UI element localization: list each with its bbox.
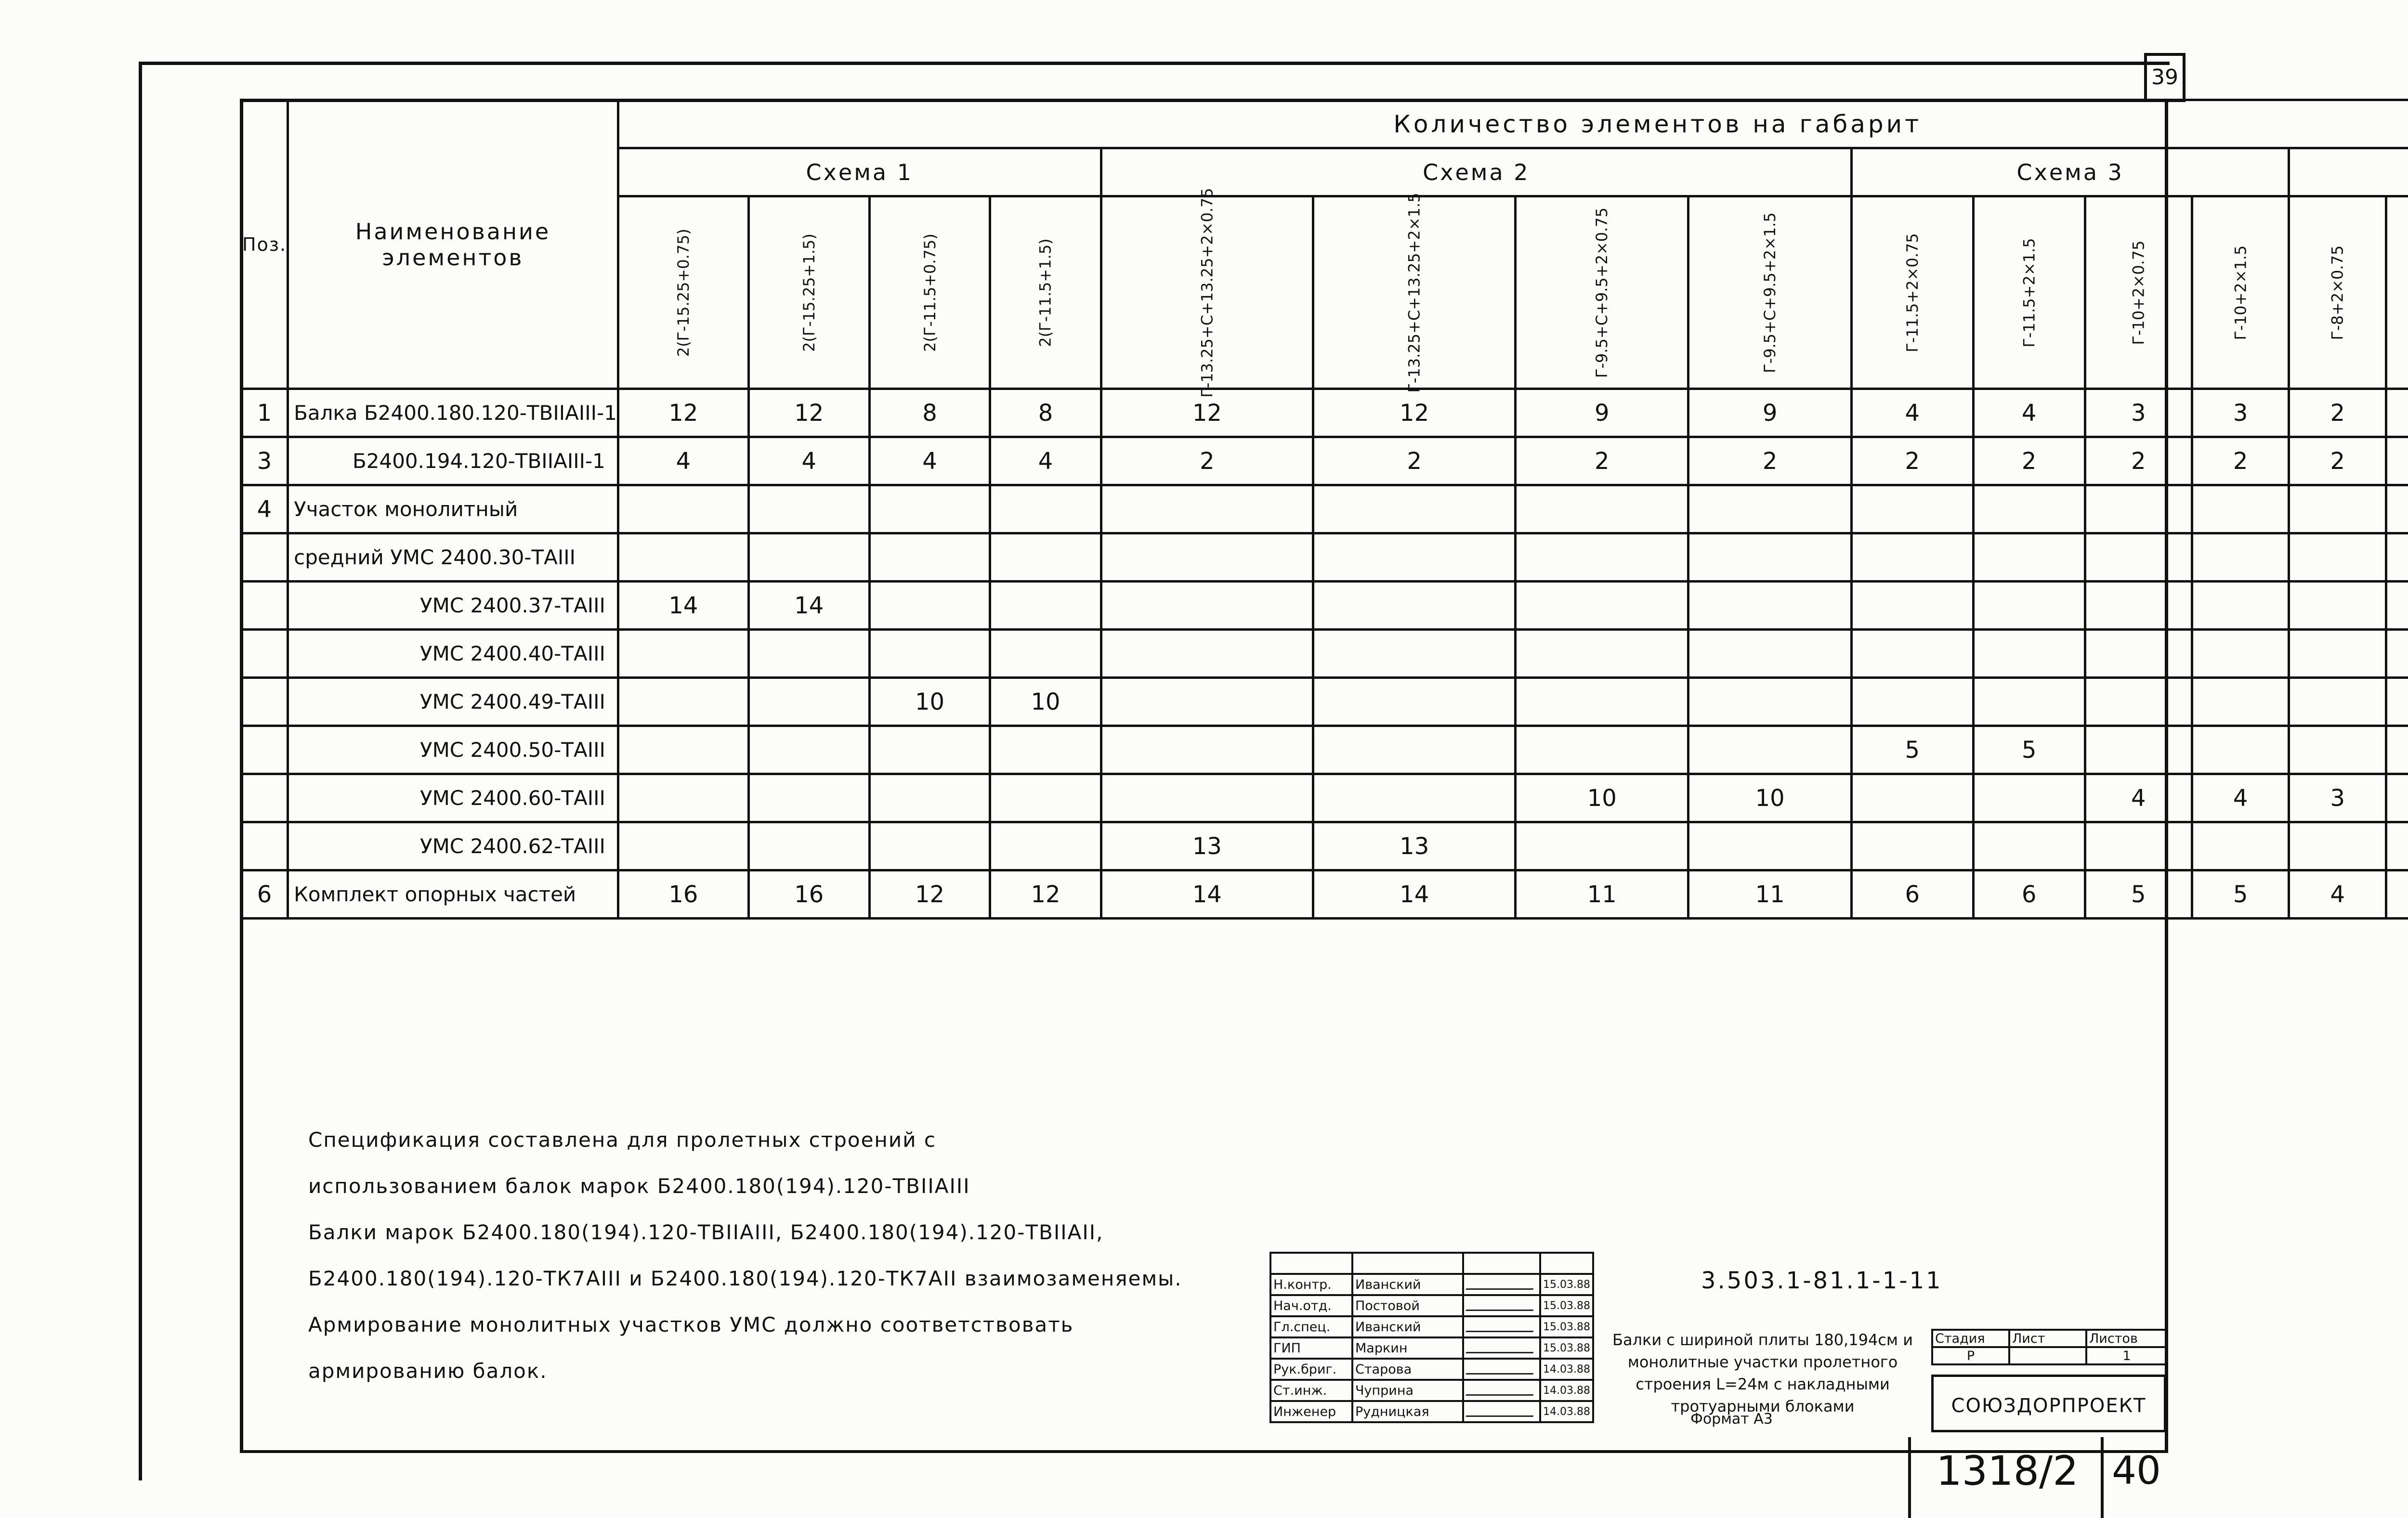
row-count (1852, 774, 1974, 822)
row-name: средний УМС 2400.30-ТАIII (288, 533, 618, 582)
row-count (869, 774, 990, 822)
row-name: УМС 2400.62-ТАIII (288, 822, 618, 870)
row-count (748, 678, 869, 726)
signature (1463, 1401, 1540, 1422)
row-count: 2 (2289, 437, 2386, 485)
stage-table (1931, 1329, 2168, 1365)
document-code: 3.503.1-81.1-1-11 (1701, 1267, 1943, 1294)
row-count: 12 (618, 389, 748, 437)
row-count (618, 822, 748, 870)
signer-role: Нач.отд. (1270, 1295, 1352, 1316)
row-count: 4 (869, 437, 990, 485)
row-pos: 1 (241, 389, 288, 437)
row-count: 3 (2289, 774, 2386, 822)
row-count (990, 630, 1101, 678)
row-pos: 6 (241, 870, 288, 919)
row-count (1516, 822, 1688, 870)
row-count (1688, 726, 1852, 774)
row-pos (241, 678, 288, 726)
row-count (990, 822, 1101, 870)
row-pos (241, 822, 288, 870)
row-count (2386, 582, 2408, 630)
row-count (2192, 726, 2289, 774)
row-count (2289, 822, 2386, 870)
header-subcol (2386, 196, 2408, 389)
row-count (1688, 822, 1852, 870)
signer-name: Маркин (1352, 1337, 1463, 1359)
row-count (2386, 822, 2408, 870)
header-subcol (1516, 196, 1688, 389)
stage-label: Стадия (1932, 1330, 2009, 1347)
row-count (2386, 774, 2408, 822)
signature (1463, 1380, 1540, 1401)
row-count (1313, 774, 1516, 822)
note-line: Балки марок Б2400.180(194).120-ТВIIАIII, Б2400.180(194).120-ТВIIАII, (308, 1220, 1104, 1244)
row-count (1313, 485, 1516, 533)
table-row (241, 774, 2408, 822)
row-count: 4 (990, 437, 1101, 485)
signature (1463, 1316, 1540, 1337)
row-count (1516, 678, 1688, 726)
row-count (990, 533, 1101, 582)
row-count (748, 822, 869, 870)
note-line: Армирование монолитных участков УМС должно соответствовать (308, 1313, 1074, 1336)
row-count (2192, 485, 2289, 533)
row-count: 10 (869, 678, 990, 726)
row-count: 9 (1516, 389, 1688, 437)
row-count (2289, 582, 2386, 630)
row-count: 3 (2085, 389, 2192, 437)
sign-date: 14.03.88 (1540, 1401, 1593, 1422)
header-subcol (2192, 196, 2289, 389)
page-number: 40 (2101, 1437, 2169, 1518)
row-count: 10 (1688, 774, 1852, 822)
stage-value: Р (1932, 1347, 2009, 1364)
row-count (2386, 485, 2408, 533)
signature (1463, 1295, 1540, 1316)
row-name: УМС 2400.50-ТАIII (288, 726, 618, 774)
row-pos: 3 (241, 437, 288, 485)
row-count (1101, 582, 1313, 630)
row-count (990, 726, 1101, 774)
row-count: 2 (1516, 437, 1688, 485)
signature-row (1270, 1295, 1593, 1316)
row-count (2386, 630, 2408, 678)
row-count (990, 774, 1101, 822)
row-count: 4 (1852, 389, 1974, 437)
note-line: использованием балок марок Б2400.180(194).120-ТВIIАIII (308, 1174, 970, 1198)
table-row (241, 726, 2408, 774)
table-row (241, 678, 2408, 726)
row-count (1313, 726, 1516, 774)
table-row (241, 485, 2408, 533)
row-count (1101, 774, 1313, 822)
sheets-value: 1 (2086, 1347, 2167, 1364)
table-row (241, 582, 2408, 630)
row-count (1313, 630, 1516, 678)
row-count (1313, 678, 1516, 726)
row-count (618, 774, 748, 822)
row-count (1516, 726, 1688, 774)
row-count (1973, 630, 2085, 678)
row-count (1852, 485, 1974, 533)
row-count (2386, 437, 2408, 485)
row-count (618, 533, 748, 582)
header-subcol (869, 196, 990, 389)
signer-name: Старова (1352, 1359, 1463, 1380)
row-count (1973, 774, 2085, 822)
row-count: 8 (990, 389, 1101, 437)
row-count: 2 (1852, 437, 1974, 485)
signature-row (1270, 1401, 1593, 1422)
row-count (869, 533, 990, 582)
header-subcol (1101, 187, 1313, 398)
sign-date: 15.03.88 (1540, 1295, 1593, 1316)
header-subcol (1688, 196, 1852, 389)
row-count: 11 (1688, 870, 1852, 919)
row-count (2192, 630, 2289, 678)
header-pos: Поз. (241, 100, 288, 389)
row-count (618, 485, 748, 533)
sheets-label: Листов (2086, 1330, 2167, 1347)
row-count (1852, 678, 1974, 726)
row-count: 6 (1973, 870, 2085, 919)
subcol-label: Г-13.25+С+13.25+2×0.75 (1198, 187, 1217, 398)
note-line: Б2400.180(194).120-ТК7АIII и Б2400.180(194).120-ТК7АII взаимозаменяемы. (308, 1267, 1182, 1290)
row-count (1101, 678, 1313, 726)
row-count (2192, 533, 2289, 582)
row-count (869, 726, 990, 774)
row-count (2289, 630, 2386, 678)
header-scheme-2: Схема 2 (1101, 148, 1851, 196)
sheet-value (2009, 1347, 2086, 1364)
row-count (1516, 485, 1688, 533)
row-count (1101, 533, 1313, 582)
row-name: УМС 2400.49-ТАIII (288, 678, 618, 726)
row-count: 2 (2289, 389, 2386, 437)
subcol-label: 2(Г-15.25+1.5) (799, 233, 818, 352)
row-count: 2 (1101, 437, 1313, 485)
signature-row (1270, 1359, 1593, 1380)
subcol-label: 2(Г-11.5+1.5) (1036, 238, 1055, 347)
subcol-label: Г-11.5+2×1.5 (2020, 237, 2039, 348)
row-count: 14 (748, 582, 869, 630)
row-count (2085, 822, 2192, 870)
table-row (241, 389, 2408, 437)
row-count (2386, 678, 2408, 726)
row-count (1852, 582, 1974, 630)
row-count: 4 (2192, 774, 2289, 822)
row-count (1973, 582, 2085, 630)
row-count (1516, 582, 1688, 630)
header-subcol (748, 196, 869, 389)
signature-mark (1466, 1280, 1538, 1290)
signature-mark (1466, 1386, 1538, 1396)
row-count: 5 (2192, 870, 2289, 919)
note-line: армированию балок. (308, 1359, 548, 1383)
row-pos (241, 726, 288, 774)
header-scheme-3: Схема 3 (1852, 148, 2289, 196)
header-subcol (2289, 196, 2386, 389)
row-count (1101, 630, 1313, 678)
signer-role: Н.контр. (1270, 1274, 1352, 1295)
row-count: 10 (1516, 774, 1688, 822)
row-count: 4 (1973, 389, 2085, 437)
row-count: 13 (1313, 822, 1516, 870)
signature (1463, 1337, 1540, 1359)
row-count (1973, 485, 2085, 533)
row-name: Участок монолитный (288, 485, 618, 533)
row-count: 11 (1516, 870, 1688, 919)
row-count (990, 582, 1101, 630)
row-count: 12 (869, 870, 990, 919)
row-count (2289, 726, 2386, 774)
row-count (1313, 533, 1516, 582)
header-scheme-4 (2289, 148, 2408, 196)
document-description: Балки с шириной плиты 180,194см и монолитные участки пролетного строения L=24м с накладными тротуарными блоками (1612, 1331, 1913, 1415)
row-count: 4 (748, 437, 869, 485)
row-count (2085, 533, 2192, 582)
signer-name: Постовой (1352, 1295, 1463, 1316)
row-count (1852, 630, 1974, 678)
signature-mark (1466, 1343, 1538, 1353)
signature-row (1270, 1274, 1593, 1295)
row-count (2386, 726, 2408, 774)
row-count: 16 (748, 870, 869, 919)
row-count: 12 (990, 870, 1101, 919)
row-count: 6 (1852, 870, 1974, 919)
row-count (618, 630, 748, 678)
subcol-label: Г-13.25+С+13.25+2×1.5 (1405, 192, 1424, 393)
row-count: 16 (618, 870, 748, 919)
row-count (1688, 630, 1852, 678)
table-row (241, 870, 2408, 919)
row-count (2192, 582, 2289, 630)
organization: СОЮЗДОРПРОЕКТ (1931, 1375, 2166, 1432)
signer-role: Гл.спец. (1270, 1316, 1352, 1337)
table-row (241, 630, 2408, 678)
signature-mark (1466, 1301, 1538, 1311)
row-count (748, 726, 869, 774)
row-count (748, 533, 869, 582)
row-count: 2 (1688, 437, 1852, 485)
row-count (2192, 678, 2289, 726)
album-number: 1318/2 (1908, 1437, 2104, 1518)
row-count (1101, 485, 1313, 533)
header-scheme-1: Схема 1 (618, 148, 1101, 196)
signature-row (1270, 1316, 1593, 1337)
subcol-label: Г-9.5+С+9.5+2×0.75 (1593, 207, 1611, 378)
subcol-label: 2(Г-15.25+0.75) (674, 228, 693, 357)
row-count (748, 774, 869, 822)
row-count: 13 (1101, 822, 1313, 870)
row-name: Балка Б2400.180.120-ТВIIАIII-1 (288, 389, 618, 437)
specification-table (240, 99, 2408, 920)
sign-date: 15.03.88 (1540, 1337, 1593, 1359)
header-subcol (1973, 196, 2085, 389)
row-count: 8 (869, 389, 990, 437)
signature-table (1269, 1252, 1594, 1423)
row-count: 9 (1688, 389, 1852, 437)
row-count (1516, 533, 1688, 582)
row-count (2085, 678, 2192, 726)
row-count (1516, 630, 1688, 678)
header-subcol (990, 196, 1101, 389)
row-count (1973, 678, 2085, 726)
row-pos: 4 (241, 485, 288, 533)
table-row (241, 822, 2408, 870)
subcol-label: Г-8+2×0.75 (2328, 245, 2347, 340)
row-count (1688, 678, 1852, 726)
row-count: 12 (748, 389, 869, 437)
row-count (2289, 678, 2386, 726)
signature-row (1270, 1337, 1593, 1359)
row-count (990, 485, 1101, 533)
row-count (1973, 822, 2085, 870)
row-count (1852, 822, 1974, 870)
sheet-label: Лист (2009, 1330, 2086, 1347)
signer-name: Чуприна (1352, 1380, 1463, 1401)
row-name: УМС 2400.37-ТАIII (288, 582, 618, 630)
row-count: 2 (1313, 437, 1516, 485)
row-count (618, 678, 748, 726)
row-count (869, 582, 990, 630)
sign-date: 14.03.88 (1540, 1359, 1593, 1380)
subcol-label: Г-11.5+2×0.75 (1903, 233, 1922, 352)
row-pos (241, 774, 288, 822)
table-row (241, 533, 2408, 582)
table-row (241, 437, 2408, 485)
sign-date: 15.03.88 (1540, 1274, 1593, 1295)
row-count: 2 (2085, 437, 2192, 485)
row-count (869, 630, 990, 678)
row-count: 14 (618, 582, 748, 630)
header-subcol (1313, 192, 1516, 393)
row-count (618, 726, 748, 774)
signature-mark (1466, 1364, 1538, 1375)
subcol-label: 2(Г-11.5+0.75) (920, 233, 939, 352)
signature-row (1270, 1380, 1593, 1401)
row-count (2289, 485, 2386, 533)
signature (1463, 1359, 1540, 1380)
row-count: 4 (618, 437, 748, 485)
row-name: Б2400.194.120-ТВIIАIII-1 (288, 437, 618, 485)
row-name: Комплект опорных частей (288, 870, 618, 919)
row-count (2085, 726, 2192, 774)
top-sheet-number: 39 (2144, 53, 2186, 102)
signer-role: Ст.инж. (1270, 1380, 1352, 1401)
sign-date: 14.03.88 (1540, 1380, 1593, 1401)
signer-name: Иванский (1352, 1316, 1463, 1337)
sign-date: 15.03.88 (1540, 1316, 1593, 1337)
row-pos (241, 582, 288, 630)
row-count: 2 (1973, 437, 2085, 485)
row-count (1973, 533, 2085, 582)
row-count: 12 (1101, 389, 1313, 437)
row-pos (241, 533, 288, 582)
header-count: Количество элементов на габарит (618, 100, 2408, 148)
row-count (748, 485, 869, 533)
row-count (2085, 485, 2192, 533)
row-count (2192, 822, 2289, 870)
row-count (2386, 389, 2408, 437)
row-count (2085, 630, 2192, 678)
header-subcol (2085, 196, 2192, 389)
note-line: Спецификация составлена для пролетных строений с (308, 1128, 936, 1152)
format-label: Формат А3 (1690, 1411, 1773, 1427)
row-count (1688, 582, 1852, 630)
subcol-label: Г-10+2×0.75 (2129, 240, 2148, 345)
row-count (869, 485, 990, 533)
row-count (1688, 533, 1852, 582)
signature (1463, 1274, 1540, 1295)
row-count (2289, 533, 2386, 582)
signer-role: ГИП (1270, 1337, 1352, 1359)
row-count (1313, 582, 1516, 630)
row-count (869, 822, 990, 870)
row-count: 4 (2289, 870, 2386, 919)
row-count: 5 (2085, 870, 2192, 919)
row-count (1101, 726, 1313, 774)
signer-role: Рук.бриг. (1270, 1359, 1352, 1380)
notes (308, 1117, 1271, 1394)
row-count: 5 (1973, 726, 2085, 774)
signer-name: Иванский (1352, 1274, 1463, 1295)
row-count: 5 (1852, 726, 1974, 774)
subcol-label: Г-10+2×1.5 (2231, 245, 2250, 340)
row-count (748, 630, 869, 678)
row-name: УМС 2400.60-ТАIII (288, 774, 618, 822)
subcol-label: Г-9.5+С+9.5+2×1.5 (1761, 212, 1780, 373)
signer-name: Рудницкая (1352, 1401, 1463, 1422)
signer-role: Инженер (1270, 1401, 1352, 1422)
signature-mark (1466, 1407, 1538, 1417)
row-count: 4 (2085, 774, 2192, 822)
row-count: 12 (1313, 389, 1516, 437)
row-count: 10 (990, 678, 1101, 726)
row-count (1688, 485, 1852, 533)
header-subcol (1852, 196, 1974, 389)
header-subcol (618, 196, 748, 389)
row-name: УМС 2400.40-ТАIII (288, 630, 618, 678)
signature-mark (1466, 1322, 1538, 1332)
row-count: 2 (2192, 437, 2289, 485)
row-count (2386, 870, 2408, 919)
row-count: 3 (2192, 389, 2289, 437)
row-pos (241, 630, 288, 678)
header-name: Наименование элементов (288, 100, 618, 389)
row-count (1852, 533, 1974, 582)
row-count (2085, 582, 2192, 630)
row-count (2386, 533, 2408, 582)
row-count: 14 (1313, 870, 1516, 919)
row-count: 14 (1101, 870, 1313, 919)
